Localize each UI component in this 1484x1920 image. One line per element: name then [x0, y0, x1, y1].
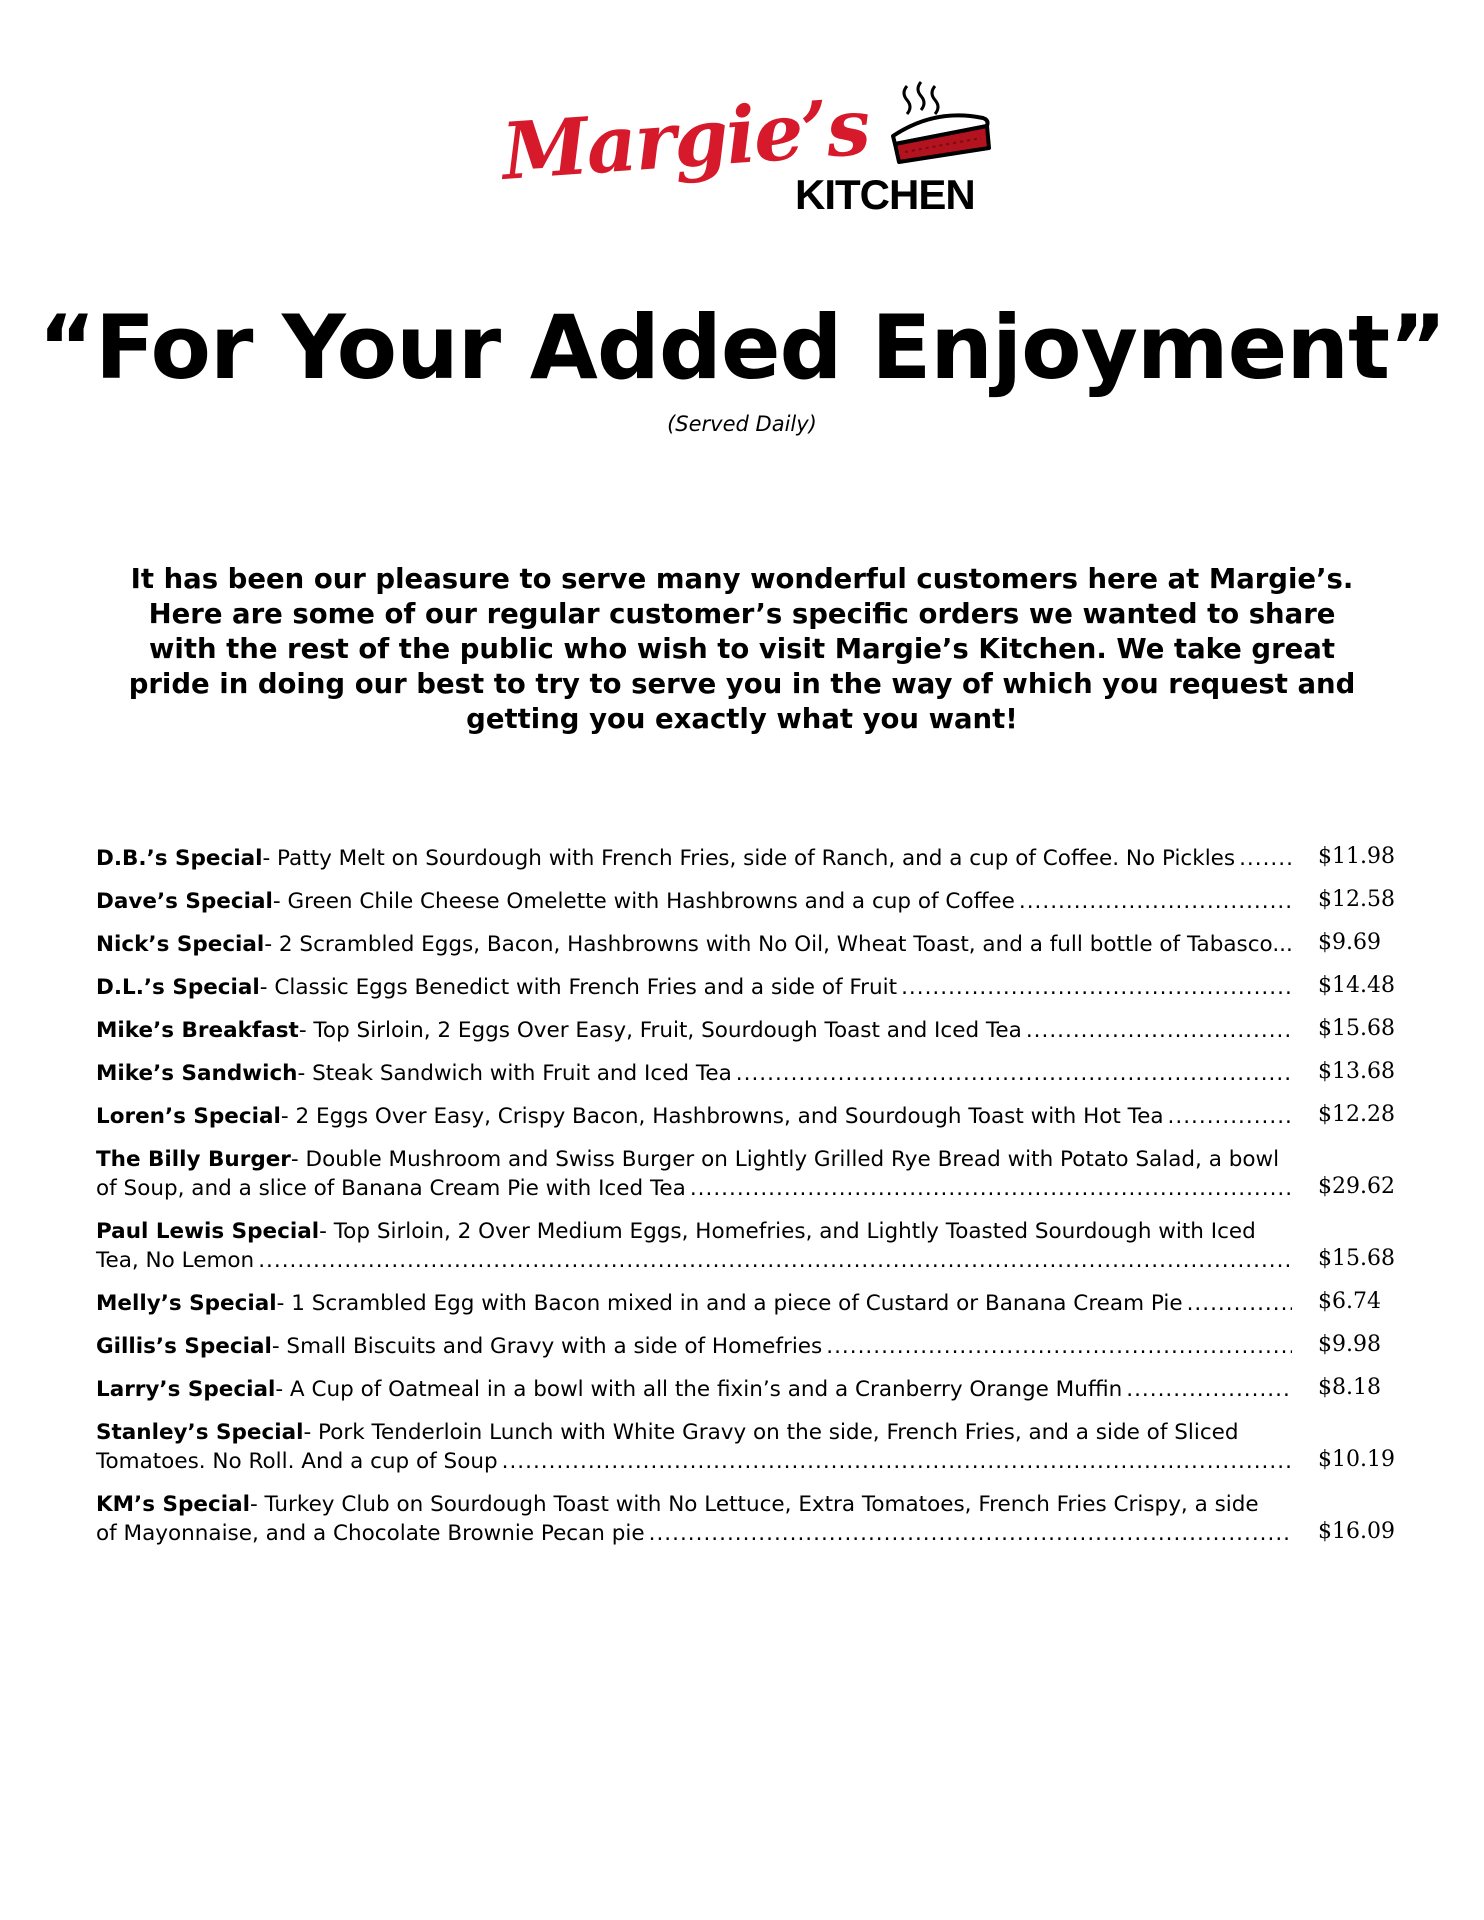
dot-leader: [649, 1519, 1292, 1548]
menu-item: [96, 1145, 1396, 1203]
menu-item-description: - Pork Tenderloin Lunch with White Gravy on the side, French Fries, and a side of Sliced: [303, 1420, 1239, 1445]
menu-item-description: - Top Sirloin, 2 Over Medium Eggs, Homefries, and Lightly Toasted Sourdough with Iced: [319, 1219, 1256, 1244]
menu-item-price: $13.68: [1318, 1059, 1395, 1084]
menu-item: [96, 1289, 1396, 1318]
dot-leader: [1239, 844, 1292, 873]
menu-item: [96, 887, 1396, 916]
dot-leader: [826, 1332, 1292, 1361]
menu-item-description: - Top Sirloin, 2 Eggs Over Easy, Fruit, Sourdough Toast and Iced Tea: [298, 1018, 1022, 1043]
dot-leader: [502, 1447, 1292, 1476]
menu-item-name: Paul Lewis Special: [96, 1219, 320, 1244]
menu-item-price: $11.98: [1318, 844, 1395, 869]
dot-leader: [690, 1174, 1292, 1203]
menu-item-name: Dave’s Special: [96, 889, 273, 914]
menu-item-name: Larry’s Special: [96, 1377, 276, 1402]
dot-leader: [1019, 887, 1292, 916]
menu-item-description: - Double Mushroom and Swiss Burger on Lightly Grilled Rye Bread with Potato Salad, a bowl: [290, 1147, 1280, 1172]
menu-item-description-cont: of Soup, and a slice of Banana Cream Pie with Iced Tea: [96, 1176, 686, 1201]
menu-item-description: - A Cup of Oatmeal in a bowl with all the fixin’s and a Cranberry Orange Muffin: [275, 1377, 1123, 1402]
menu-item: [96, 1418, 1396, 1476]
menu-item-name: Gillis’s Special: [96, 1334, 272, 1359]
menu-item-name: D.L.’s Special: [96, 975, 260, 1000]
dot-leader: [1168, 1102, 1292, 1131]
menu-item-description-cont: Tomatoes. No Roll. And a cup of Soup: [96, 1449, 498, 1474]
menu-item-description: - Turkey Club on Sourdough Toast with No Lettuce, Extra Tomatoes, French Fries Crispy, a side: [249, 1492, 1259, 1517]
menu-item-name: Mike’s Breakfast: [96, 1018, 299, 1043]
menu-item-name: Mike’s Sandwich: [96, 1061, 298, 1086]
menu-item-price: $8.18: [1318, 1375, 1381, 1400]
menu-item-price: $14.48: [1318, 973, 1395, 998]
menu-item: [96, 1375, 1396, 1404]
menu-item-name: The Billy Burger: [96, 1147, 291, 1172]
menu-item: [96, 1217, 1396, 1275]
menu-item-description: - 1 Scrambled Egg with Bacon mixed in and a piece of Custard or Banana Cream Pie: [276, 1291, 1183, 1316]
menu-item-price: $9.69: [1318, 930, 1381, 955]
page-title: “For Your Added Enjoyment”: [38, 296, 1446, 399]
menu-item: [96, 844, 1396, 873]
dot-leader: [736, 1059, 1292, 1088]
menu-item-description: - Green Chile Cheese Omelette with Hashbrowns and a cup of Coffee: [272, 889, 1015, 914]
menu-item-name: Stanley’s Special: [96, 1420, 304, 1445]
menu-item-price: $10.19: [1318, 1447, 1395, 1472]
menu-item-description: - Patty Melt on Sourdough with French Fries, side of Ranch, and a cup of Coffee. No Pickles: [262, 846, 1236, 871]
dot-leader: [1187, 1289, 1292, 1318]
dot-leader: [901, 973, 1292, 1002]
logo-kitchen-text: KITCHEN: [795, 171, 975, 218]
menu-item: [96, 1332, 1396, 1361]
menu-item-name: Nick’s Special: [96, 932, 265, 957]
menu-item: [96, 1016, 1396, 1045]
menu-item-description-cont: of Mayonnaise, and a Chocolate Brownie Pecan pie: [96, 1521, 645, 1546]
menu-item-price: $15.68: [1318, 1246, 1395, 1271]
menu-item: [96, 1102, 1396, 1131]
menu-item: [96, 1059, 1396, 1088]
menu-item-name: D.B.’s Special: [96, 846, 263, 871]
menu-item-price: $9.98: [1318, 1332, 1381, 1357]
restaurant-logo: [499, 78, 985, 228]
intro-paragraph: It has been our pleasure to serve many wonderful customers here at Margie’s. Here are some of our regular customer’s specific orders we wanted to share with the rest of the public who wish to visit Margie’s Kitchen. We take great pride in doing our best to try to serve you in the way of which you request and getting you exactly what you want!: [128, 563, 1356, 735]
menu-item: [96, 930, 1396, 959]
menu-item-name: Melly’s Special: [96, 1291, 277, 1316]
menu-item-name: Loren’s Special: [96, 1104, 281, 1129]
menu-item-price: $16.09: [1318, 1519, 1395, 1544]
page-subtitle: (Served Daily): [667, 412, 817, 436]
menu-item-description-cont: Tea, No Lemon: [96, 1248, 255, 1273]
menu-item-description: - Steak Sandwich with Fruit and Iced Tea: [297, 1061, 732, 1086]
menu-item-price: $29.62: [1318, 1174, 1395, 1199]
menu-item-price: $6.74: [1318, 1289, 1381, 1314]
menu-item-price: $15.68: [1318, 1016, 1395, 1041]
menu-item-description: - 2 Eggs Over Easy, Crispy Bacon, Hashbrowns, and Sourdough Toast with Hot Tea: [280, 1104, 1164, 1129]
dot-leader: [1026, 1016, 1292, 1045]
menu-item: [96, 973, 1396, 1002]
dot-leader: [258, 1246, 1292, 1275]
menu-item-description: - 2 Scrambled Eggs, Bacon, Hashbrowns with No Oil, Wheat Toast, and a full bottle of Tabasco...: [264, 932, 1293, 957]
menu-item-price: $12.28: [1318, 1102, 1395, 1127]
dot-leader: [1126, 1375, 1292, 1404]
logo-script-text: Margie’s: [499, 81, 872, 198]
menu-item-name: KM’s Special: [96, 1492, 250, 1517]
menu-item-description: - Small Biscuits and Gravy with a side of Homefries: [271, 1334, 823, 1359]
menu-item-description: - Classic Eggs Benedict with French Fries and a side of Fruit: [259, 975, 898, 1000]
pie-slice-icon: [885, 78, 995, 168]
menu-item: [96, 1490, 1396, 1548]
specials-menu: [96, 844, 1396, 1562]
menu-item-price: $12.58: [1318, 887, 1395, 912]
